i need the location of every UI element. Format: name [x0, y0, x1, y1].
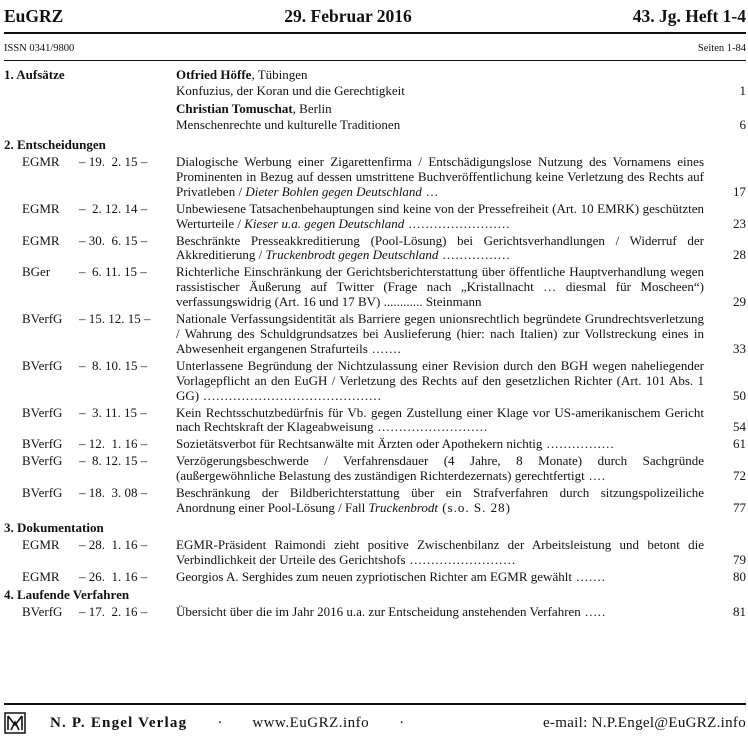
article-page: 6: [739, 117, 746, 132]
article-title: Konfuzius, der Koran und die Gerechtigkeit: [176, 83, 405, 98]
article-list: [176, 67, 746, 133]
footer-separator: ·: [217, 714, 223, 731]
entry-leader: ................: [438, 247, 511, 263]
page-range: Seiten 1-84: [697, 43, 746, 54]
section-aufsaetze: [4, 67, 746, 133]
section-title: 2. Entscheidungen: [4, 137, 106, 152]
court-name: EGMR: [22, 536, 60, 552]
entry-description: [176, 359, 704, 404]
court-name: EGMR: [22, 568, 60, 584]
decision-date: – 30. 6. 15 –: [79, 232, 148, 248]
court-name: BVerfG: [22, 603, 63, 619]
entry-page: 72: [733, 468, 746, 484]
entry-page: 29: [733, 294, 746, 310]
entry-page: 17: [733, 183, 746, 199]
entry-description: [176, 234, 704, 264]
entry-text: Unterlassene Begründung der Nichtzulassung einer Revision durch den BGH wegen naheliegender Vorlagepflicht an den EuGH / Verletzung des Rechts auf den gesetzlichen Richter (Art. 101 Abs. 1 GG): [176, 357, 704, 403]
toc-entry: [4, 454, 746, 484]
decision-date: – 18. 3. 08 –: [79, 485, 148, 501]
toc-entry: [4, 202, 746, 232]
masthead-rule: [4, 32, 746, 34]
entry-page: 54: [733, 419, 746, 435]
entry-leader: .......: [367, 340, 402, 356]
article-place: , Tübingen: [251, 67, 308, 82]
email-link[interactable]: e-mail: N.P.Engel@EuGRZ.info: [542, 714, 746, 731]
volume-issue: 43. Jg. Heft 1-4: [632, 6, 746, 26]
decision-date: – 19. 2. 15 –: [79, 154, 148, 169]
entry-page: 50: [733, 387, 746, 403]
entry-description: [176, 454, 704, 484]
entry-leader: ....: [584, 468, 606, 484]
entry-text: Verzögerungsbeschwerde / Verfahrensdauer (4 Jahre, 8 Monate) durch Sachgründe (außergewöhnliche Belastung des zuständigen Richterdezernats) gerechtfertigt: [176, 453, 704, 484]
entry-page: 79: [733, 551, 746, 567]
entry-description: [176, 486, 704, 516]
entry-page: 61: [733, 436, 746, 452]
toc-entry: [4, 234, 746, 264]
case-title: Truckenbrodt gegen Deutschland: [265, 247, 439, 263]
court-name: BVerfG: [22, 485, 63, 501]
entry-page: 80: [733, 568, 746, 584]
decision-date: – 2. 12. 14 –: [79, 200, 148, 216]
decision-list: [4, 155, 746, 516]
article-page: 1: [739, 83, 746, 98]
toc-page: [4, 6, 746, 619]
court-name: BVerfG: [22, 404, 63, 420]
entry-text: Richterliche Einschränkung der Gerichtsberichterstattung über öffentliche Hauptverhandlung wegen rassistischer Äußerung auf Twitter (Frage nach „Kristallnacht … diesmal für Moscheen“) verfassungswidrig (Art. 16 und 17 BV) ............ Steinmann: [176, 264, 704, 310]
section-title: 3. Dokumentation: [4, 519, 104, 535]
entry-text: Georgios A. Serghides zum neuen zypriotischen Richter am EGMR gewählt: [176, 568, 572, 584]
footer-rule: [4, 703, 746, 705]
decision-date: – 12. 1. 16 –: [79, 436, 148, 452]
footer: [4, 712, 746, 734]
journal-name: EuGRZ: [4, 6, 64, 26]
toc-entry: [4, 538, 746, 568]
masthead: [4, 6, 746, 30]
entry-text: Nationale Verfassungsidentität als Barriere gegen unionsrechtlich begründete Grundrechtsverletzung / Wahrung des Schuldgrundsatzes bei Auslieferung (hier: nach Italien) zur Vollstreckung eines in Abwesenheit ergangenen Strafurteils: [176, 311, 704, 356]
entry-leader: ................: [542, 436, 615, 452]
entry-leader: .........................: [405, 551, 517, 567]
case-title: Truckenbrodt: [368, 499, 439, 515]
decision-date: – 3. 11. 15 –: [79, 404, 147, 420]
decision-date: – 26. 1. 16 –: [79, 568, 148, 584]
issn-rule: [4, 60, 746, 61]
entry-leader: ...: [421, 183, 439, 199]
court-name: BVerfG: [22, 453, 63, 469]
entry-description: [176, 406, 704, 436]
article-place: , Berlin: [292, 101, 332, 116]
article-author: Otfried Höffe: [176, 67, 252, 82]
court-name: BVerfG: [22, 436, 63, 452]
entry-leader: ..........................: [373, 419, 489, 435]
decision-date: – 8. 12. 15 –: [79, 453, 148, 469]
entry-page: 28: [733, 247, 746, 263]
entry-page: 33: [733, 340, 746, 356]
section-dokumentation: [4, 520, 746, 585]
entry-text: Kein Rechtsschutzbedürfnis für Vb. gegen Zustellung einer Klage vor US-amerikanischem Gericht nach Rechtskraft der Klageabweisung: [176, 404, 704, 435]
toc-entry: [4, 570, 746, 585]
case-title: Kieser u.a. gegen Deutschland: [244, 215, 405, 231]
court-name: EGMR: [22, 200, 60, 216]
toc-entry: [4, 486, 746, 516]
court-name: EGMR: [22, 154, 60, 169]
court-name: BVerfG: [22, 357, 63, 373]
section-title: 4. Laufende Verfahren: [4, 586, 130, 602]
entry-leader: ........................: [404, 215, 511, 231]
entry-description: [176, 570, 704, 585]
section-entscheidungen: [4, 137, 746, 516]
toc-entry: [4, 155, 746, 200]
court-name: BVerfG: [22, 311, 63, 327]
entry-leader: .......: [571, 568, 606, 584]
decision-date: – 8. 10. 15 –: [79, 357, 148, 373]
issue-date: 29. Februar 2016: [284, 6, 412, 26]
issn-row: [4, 43, 746, 54]
entry-leader: (s.o. S. 28): [438, 499, 511, 515]
entry-text: Beschränkte Presseakkreditierung (Pool-Lösung) bei Gerichtsverhandlungen / Widerruf der Akkreditierung /: [176, 232, 704, 263]
toc-entry: [4, 437, 746, 452]
toc-entry: [4, 312, 746, 357]
entry-description: [176, 605, 704, 620]
decision-date: – 15. 12. 15 –: [79, 311, 151, 327]
court-name: BGer: [22, 264, 51, 280]
publisher-name: N. P. Engel Verlag: [50, 714, 188, 731]
entry-description: [176, 437, 704, 452]
toc-entry: [4, 406, 746, 436]
entry-leader: ..........................................: [199, 387, 382, 403]
website-link[interactable]: www.EuGRZ.info: [252, 714, 370, 731]
entry-description: [176, 155, 704, 200]
entry-description: [176, 312, 704, 357]
entry-page: 81: [733, 603, 746, 619]
article-item: [176, 101, 746, 133]
court-name: EGMR: [22, 232, 60, 248]
article-title: Menschenrechte und kulturelle Traditionen: [176, 117, 401, 132]
toc-entry: [4, 605, 746, 620]
case-title: Dieter Bohlen gegen Deutschland: [245, 183, 422, 199]
entry-text: Beschränkung der Bildberichterstattung über ein Strafverfahren durch sitzungspolizeiliche Anordnung einer Pool-Lösung / Fall: [176, 485, 704, 515]
entry-page: 23: [733, 215, 746, 231]
documentation-list: [4, 538, 746, 585]
entry-description: [176, 202, 704, 232]
entry-text: Übersicht über die im Jahr 2016 u.a. zur Entscheidung anstehenden Verfahren: [176, 603, 581, 619]
decision-date: – 6. 11. 15 –: [79, 264, 147, 280]
article-author: Christian Tomuschat: [176, 101, 293, 116]
publisher-logo-icon: [4, 712, 26, 734]
entry-page: 77: [733, 499, 746, 515]
entry-text: Sozietätsverbot für Rechtsanwälte mit Ärzten oder Apothekern nichtig: [176, 436, 543, 452]
entry-description: [176, 265, 704, 310]
pending-list: [4, 605, 746, 620]
section-title: 1. Aufsätze: [4, 67, 65, 82]
article-item: [176, 67, 746, 99]
entry-text: Unbewiesene Tatsachenbehauptungen sind keine von der Pressefreiheit (Art. 10 EMRK) geschützten Werturteile /: [176, 200, 704, 231]
entry-leader: .....: [580, 603, 607, 619]
entry-text: Dialogische Werbung einer Zigarettenfirma / Entschädigungslose Nutzung des Vornamens eines Prominenten in Bezug auf dessen umstrittene Buchveröffentlichung keine Verletzung des Rechts auf Privatleben /: [176, 154, 704, 199]
issn: ISSN 0341/9800: [4, 43, 75, 54]
decision-date: – 17. 2. 16 –: [79, 603, 148, 619]
toc-entry: [4, 359, 746, 404]
section-laufende-verfahren: [4, 587, 746, 620]
decision-date: – 28. 1. 16 –: [79, 536, 148, 552]
footer-separator: ·: [399, 714, 405, 731]
entry-description: [176, 538, 704, 568]
toc-entry: [4, 265, 746, 310]
entry-text: EGMR-Präsident Raimondi zieht positive Zwischenbilanz der Arbeitsleistung und betont die Verbindlichkeit der Urteile des Gerichtshofs: [176, 536, 704, 567]
